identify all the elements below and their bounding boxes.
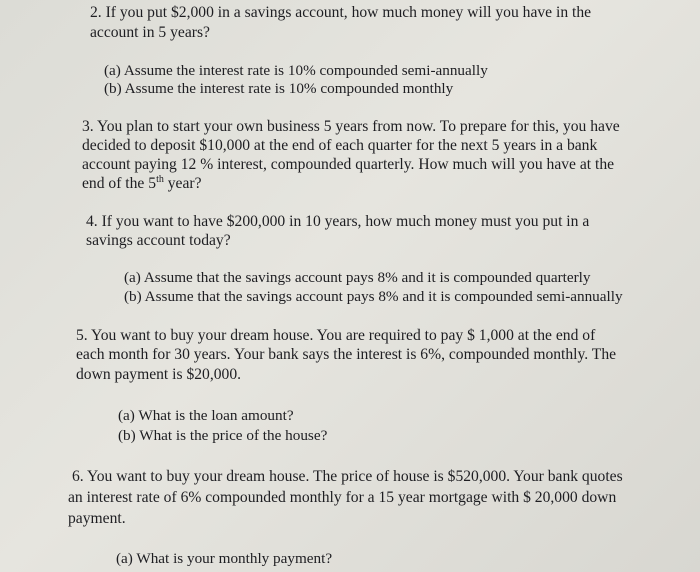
q2-line-2: account in 5 years? [90, 24, 210, 41]
q5-line-2: each month for 30 years. Your bank says the interest is 6%, compounded monthly. The [76, 346, 617, 363]
q4-line-1: 4. If you want to have $200,000 in 10 years, how much money must you put in a [86, 213, 590, 230]
q6-line-1: 6. You want to buy your dream house. The price of house is $520,000. Your bank quotes [72, 468, 623, 485]
q5-part-a: (a) What is the loan amount? [118, 407, 294, 424]
q3-line-4-text: end of the 5 [82, 175, 157, 192]
q3-line-3: account paying 12 % interest, compounded quarterly. How much will you have at the [82, 156, 615, 173]
q2-part-a: (a) Assume the interest rate is 10% compounded semi-annually [104, 62, 488, 79]
q3-line-2: decided to deposit $10,000 at the end of each quarter for the next 5 years in a bank [82, 137, 598, 154]
q3-line-4-end: year? [163, 175, 202, 192]
q3-superscript-th: th [156, 174, 164, 185]
q4-part-a: (a) Assume that the savings account pays 8% and it is compounded quarterly [124, 269, 591, 286]
q4-line-2: savings account today? [86, 232, 231, 249]
q5-line-3: down payment is $20,000. [76, 366, 242, 383]
q5-part-b: (b) What is the price of the house? [118, 427, 328, 444]
q6-line-3: payment. [68, 510, 126, 527]
q6-line-2: an interest rate of 6% compounded monthly for a 15 year mortgage with $ 20,000 down [68, 489, 617, 506]
q3-line-1: 3. You plan to start your own business 5 years from now. To prepare for this, you have [82, 118, 620, 135]
q5-line-1: 5. You want to buy your dream house. You are required to pay $ 1,000 at the end of [76, 327, 596, 344]
q3-line-4 [82, 175, 202, 193]
q2-line-1: 2. If you put $2,000 in a savings account, how much money will you have in the [90, 4, 592, 21]
q4-part-b: (b) Assume that the savings account pays 8% and it is compounded semi-annually [124, 288, 623, 305]
q2-part-b: (b) Assume the interest rate is 10% compounded monthly [104, 80, 454, 97]
q6-part-a: (a) What is your monthly payment? [116, 550, 333, 567]
